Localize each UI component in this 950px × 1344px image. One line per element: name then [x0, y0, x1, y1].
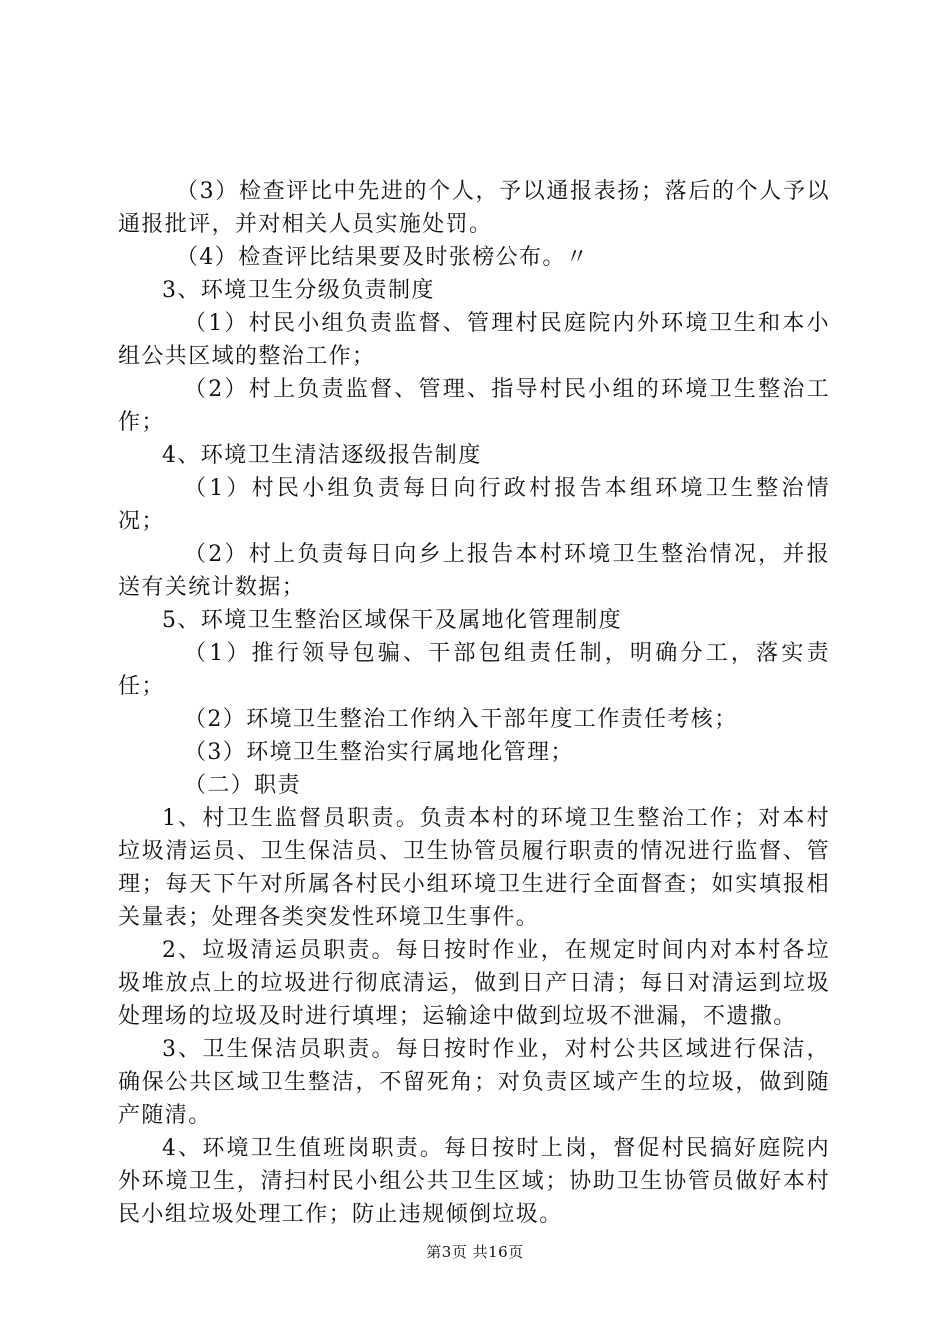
paragraph-13: （二）职责 — [184, 773, 302, 798]
paragraph-3: 3、环境卫生分级负责制度 — [162, 278, 435, 303]
paragraph-12: （3）环境卫生整治实行属地化管理； — [184, 740, 574, 765]
paragraph-7: （1）村民小组负责每日向行政村报告本组环境卫生整治情况； — [118, 476, 830, 534]
document-body — [118, 175, 830, 1231]
paragraph-8: （2）村上负责每日向乡上报告本村环境卫生整治情况，并报送有关统计数据； — [118, 542, 830, 600]
paragraph-4: （1）村民小组负责监督、管理村民庭院内外环境卫生和本小组公共区域的整治工作； — [118, 311, 830, 369]
page-footer: 第3页 共16页 — [426, 1243, 524, 1261]
paragraph-16: 3、卫生保洁员职责。每日按时作业，对村公共区域进行保洁，确保公共区域卫生整洁，不留死角；对负责区域产生的垃圾，做到随产随清。 — [118, 1037, 830, 1128]
paragraph-14: 1、村卫生监督员职责。负责本村的环境卫生整治工作；对本村垃圾清运员、卫生保洁员、卫生协管员履行职责的情况进行监督、管理；每天下午对所属各村民小组环境卫生进行全面督查；如实填报相关量表；处理各类突发性环境卫生事件。 — [118, 806, 830, 930]
paragraph-11: （2）环境卫生整治工作纳入干部年度工作责任考核； — [184, 707, 738, 732]
paragraph-9: 5、环境卫生整治区域保干及属地化管理制度 — [162, 608, 622, 633]
paragraph-1: （3）检查评比中先进的个人，予以通报表扬；落后的个人予以通报批评，并对相关人员实施处罚。 — [118, 179, 830, 237]
paragraph-2: （4）检查评比结果要及时张榜公布。〃 — [176, 245, 590, 270]
paragraph-6: 4、环境卫生清洁逐级报告制度 — [162, 443, 482, 468]
paragraph-10: （1）推行领导包骗、干部包组责任制，明确分工，落实责任； — [118, 641, 830, 699]
paragraph-17: 4、环境卫生值班岗职责。每日按时上岗，督促村民搞好庭院内外环境卫生，清扫村民小组公共卫生区域；协助卫生协管员做好本村民小组垃圾处理工作；防止违规倾倒垃圾。 — [118, 1136, 830, 1227]
paragraph-15: 2、垃圾清运员职责。每日按时作业，在规定时间内对本村各垃圾堆放点上的垃圾进行彻底清运，做到日产日清；每日对清运到垃圾处理场的垃圾及时进行填埋；运输途中做到垃圾不泄漏，不遗撒。 — [118, 938, 830, 1029]
paragraph-5: （2）村上负责监督、管理、指导村民小组的环境卫生整治工作； — [118, 377, 830, 435]
